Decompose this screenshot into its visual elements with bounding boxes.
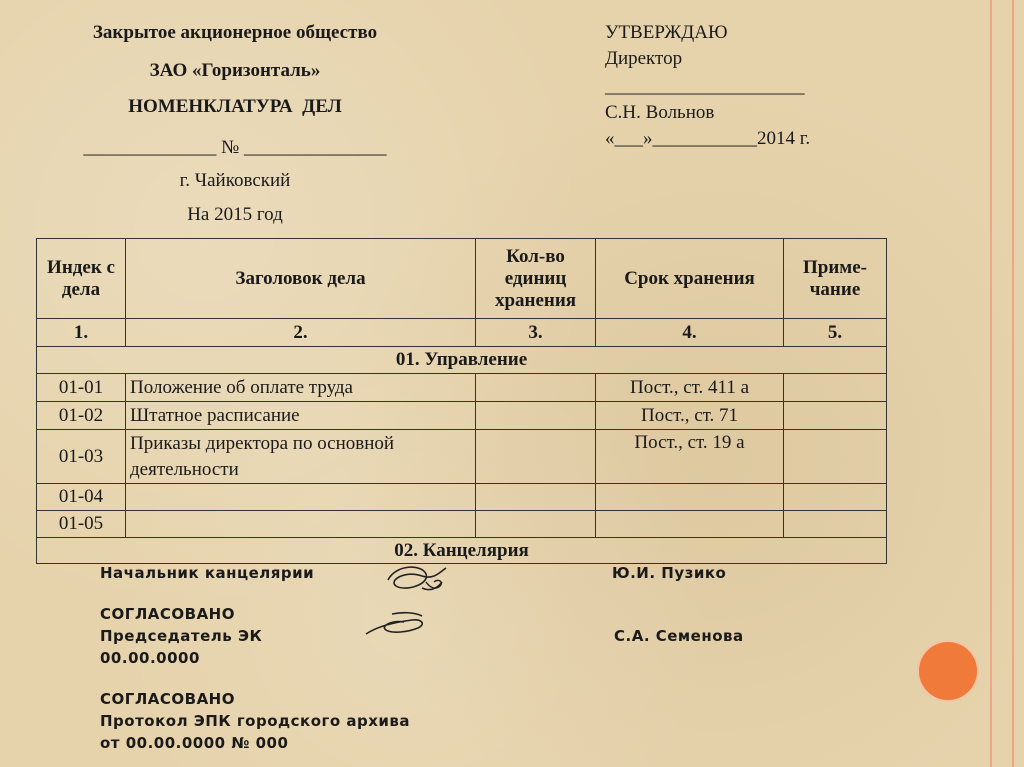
section-row — [37, 538, 887, 564]
row-title: Штатное расписание — [126, 402, 476, 430]
header-qty: Кол-во единиц хранения — [476, 239, 596, 319]
year: На 2015 год — [187, 204, 283, 225]
row-note — [784, 430, 887, 484]
agreed1-name: С.А. Семенова — [614, 627, 744, 645]
agreed2-title: СОГЛАСОВАНО — [100, 690, 235, 708]
head-position: Начальник канцелярии — [100, 564, 315, 582]
header-title: Заголовок дела — [126, 239, 476, 319]
signature-head — [382, 558, 452, 598]
row-qty — [476, 430, 596, 484]
col-number: 5. — [784, 319, 887, 347]
city: г. Чайковский — [179, 170, 291, 191]
section-row — [37, 347, 887, 374]
row-term — [596, 511, 784, 538]
table-row — [37, 511, 887, 538]
column-number-row — [37, 319, 887, 347]
table-row — [37, 402, 887, 430]
row-qty — [476, 511, 596, 538]
header-note: Приме-чание — [784, 239, 887, 319]
table-row — [37, 374, 887, 402]
row-qty — [476, 402, 596, 430]
frame-line-left — [990, 0, 992, 767]
org-name: ЗАО «Горизонталь» — [149, 60, 321, 81]
row-qty — [476, 374, 596, 402]
col-number: 3. — [476, 319, 596, 347]
table-header-row — [37, 239, 887, 319]
agreed1-date: 00.00.0000 — [100, 649, 200, 667]
row-index: 01-05 — [37, 511, 126, 538]
row-title: Приказы директора по основной деятельности — [126, 430, 476, 484]
decorative-circle — [917, 640, 979, 702]
row-qty — [476, 484, 596, 511]
row-term — [596, 484, 784, 511]
col-number: 4. — [596, 319, 784, 347]
col-number: 2. — [126, 319, 476, 347]
row-note — [784, 374, 887, 402]
header-term: Срок хранения — [596, 239, 784, 319]
row-note — [784, 484, 887, 511]
row-term: Пост., ст. 411 а — [596, 374, 784, 402]
row-term: Пост., ст. 71 — [596, 402, 784, 430]
header-index: Индек с дела — [37, 239, 126, 319]
row-title: Положение об оплате труда — [126, 374, 476, 402]
frame-line-right — [1012, 0, 1014, 767]
agreed2-line2: от 00.00.0000 № 000 — [100, 734, 289, 752]
row-note — [784, 511, 887, 538]
row-index: 01-02 — [37, 402, 126, 430]
section-title: 02. Канцелярия — [37, 538, 887, 564]
approval-date-line: «___»___________2014 г. — [605, 128, 811, 149]
row-index: 01-01 — [37, 374, 126, 402]
doc-title: НОМЕНКЛАТУРА ДЕЛ — [128, 96, 342, 117]
col-number: 1. — [37, 319, 126, 347]
row-note — [784, 402, 887, 430]
agreed1-position: Председатель ЭК — [100, 627, 263, 645]
approval-title: УТВЕРЖДАЮ — [605, 22, 728, 43]
approval-name: С.Н. Вольнов — [605, 102, 715, 123]
approval-signature-line: _____________________ — [605, 76, 805, 97]
number-line: ______________ № _______________ — [83, 137, 387, 158]
agreed2-line1: Протокол ЭПК городского архива — [100, 712, 411, 730]
org-line: Закрытое акционерное общество — [92, 22, 378, 43]
signature-ek — [362, 608, 432, 644]
row-index: 01-03 — [37, 430, 126, 484]
table-row — [37, 430, 887, 484]
nomenclature-table — [36, 238, 887, 564]
table-row — [37, 484, 887, 511]
row-title — [126, 484, 476, 511]
agreed1-title: СОГЛАСОВАНО — [100, 605, 235, 623]
section-title: 01. Управление — [37, 347, 887, 374]
row-term: Пост., ст. 19 а — [596, 430, 784, 484]
head-name: Ю.И. Пузико — [612, 564, 727, 582]
approval-position: Директор — [605, 48, 683, 69]
row-index: 01-04 — [37, 484, 126, 511]
row-title — [126, 511, 476, 538]
